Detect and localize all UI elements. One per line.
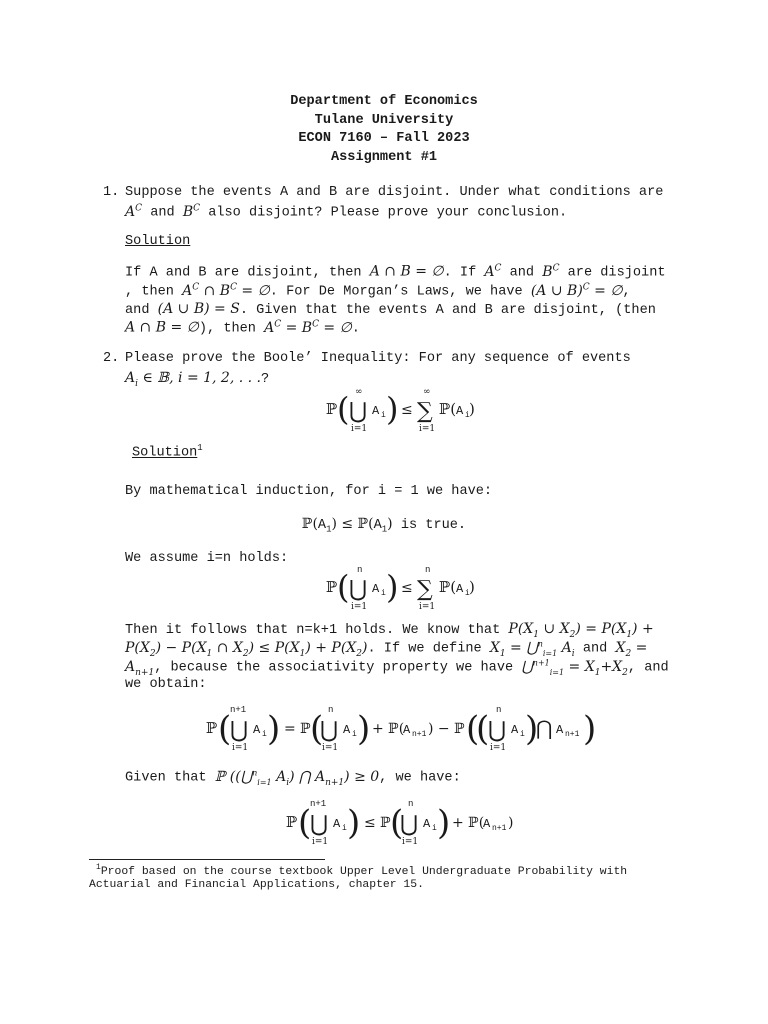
svg-text:⋃: ⋃ <box>400 812 419 837</box>
svg-text:): ) <box>583 709 597 749</box>
svg-text:⋃: ⋃ <box>310 812 329 837</box>
svg-text:⋃: ⋃ <box>230 718 249 743</box>
svg-text:i=1: i=1 <box>490 743 507 753</box>
q2-question-line1: Please prove the Boole’ Inequality: For any sequence of events <box>125 351 631 366</box>
svg-text:⋃: ⋃ <box>349 577 368 602</box>
svg-text:n+1: n+1 <box>412 730 427 739</box>
svg-text:ℙ: ℙ <box>326 578 338 596</box>
svg-text:A: A <box>403 723 411 737</box>
q1-question-line2: $A^C$ and $B^C$ also disjoint? Please prove your conclusion. <box>125 203 568 221</box>
q1-question-line1: Suppose the events A and B are disjoint. Under what conditions are <box>125 185 664 200</box>
svg-text:n: n <box>408 799 414 809</box>
svg-text:(: ( <box>476 709 490 749</box>
svg-text:+ ℙ(: + ℙ( <box>452 815 485 831</box>
svg-text:⋂: ⋂ <box>536 716 553 740</box>
q2-question-line2: $A_i$ ∈ 𝔹, i = 1, 2, . . .? <box>125 370 270 389</box>
svg-text:i: i <box>465 411 470 420</box>
then-line2: $P(X_2) - P(X_1$ ∩ $X_2) \le P(X_1) + P(X_2)$. If we define $X_1$ = ⋃$^n_{i=1}$ $A_i$ and $X_2$ = <box>125 639 648 659</box>
then-line3: $A_{n+1}$, because the associativity property we have ⋃$^{n+1}_{i=1}$ = $X_1+X_2$, and <box>125 658 669 678</box>
svg-text:): ) <box>437 803 451 843</box>
svg-text:i=1: i=1 <box>312 837 329 847</box>
svg-text:= ℙ: = ℙ <box>284 721 311 737</box>
svg-text:+ ℙ(: + ℙ( <box>372 721 405 737</box>
svg-text:(: ( <box>337 568 350 606</box>
footnote-divider <box>89 859 325 860</box>
q2-number: 2. <box>103 351 120 366</box>
footnote-line2: Actuarial and Financial Applications, chapter 15. <box>89 879 424 891</box>
assume-text: We assume i=n holds: <box>125 551 289 566</box>
q2-solution-label: Solution$^1$ <box>132 443 203 461</box>
svg-text:∞: ∞ <box>423 387 431 397</box>
svg-text:A: A <box>456 582 464 596</box>
final-inequality-equation <box>280 794 520 852</box>
svg-text:A: A <box>343 723 351 737</box>
svg-text:): ) <box>386 568 399 606</box>
q1-solution-line2: , then $A^C$ ∩ $B^C$ = ∅. For De Morgan’s Laws, we have (A ∪ B)$^C$ = ∅, <box>125 282 631 300</box>
svg-text:i=1: i=1 <box>322 743 339 753</box>
svg-text:A: A <box>483 817 491 831</box>
svg-text:n+1: n+1 <box>230 705 247 715</box>
svg-text:): ) <box>469 578 475 596</box>
svg-text:i: i <box>262 730 267 739</box>
svg-text:A: A <box>456 404 464 418</box>
svg-text:i=1: i=1 <box>351 424 368 434</box>
svg-text:n+1: n+1 <box>565 730 580 739</box>
svg-text:n: n <box>496 705 502 715</box>
svg-text:) − ℙ: ) − ℙ <box>428 721 465 737</box>
q1-solution-line3: and (A ∪ B) = S. Given that the events A and B are disjoint, (then <box>125 301 656 318</box>
svg-text:≤ ℙ: ≤ ℙ <box>364 815 391 831</box>
svg-text:⋃: ⋃ <box>320 718 339 743</box>
svg-text:i: i <box>432 824 437 833</box>
svg-text:(: ( <box>390 803 404 843</box>
svg-text:i=1: i=1 <box>232 743 249 753</box>
svg-text:A: A <box>253 723 261 737</box>
assignment-heading: Assignment #1 <box>330 150 438 165</box>
svg-text:n+1: n+1 <box>310 799 327 809</box>
svg-text:⋃: ⋃ <box>488 718 507 743</box>
svg-text:i: i <box>381 411 386 420</box>
svg-text:): ) <box>347 803 361 843</box>
boole-inequality-equation <box>320 384 480 436</box>
svg-text:i=1: i=1 <box>402 837 419 847</box>
svg-text:ℙ: ℙ <box>206 719 218 737</box>
footnote-line1: $^1$Proof based on the course textbook Upper Level Undergraduate Probability with <box>96 863 628 878</box>
then-line1: Then it follows that n=k+1 holds. We know that $P(X_1$ ∪ $X_2) = P(X_1)$ + <box>125 621 654 640</box>
obtain-text: we obtain: <box>125 677 207 692</box>
svg-text:ℙ: ℙ <box>326 400 338 418</box>
svg-text:i: i <box>342 824 347 833</box>
svg-text:A: A <box>556 723 564 737</box>
given-line: Given that ℙ ((⋃$^n_{i=1}$ $A_i$) ⋂ $A_{n+1}) \ge 0$, we have: <box>125 768 461 788</box>
induction-text: By mathematical induction, for i = 1 we have: <box>125 484 493 499</box>
svg-text:A: A <box>372 582 380 596</box>
svg-text:ℙ(: ℙ( <box>439 578 457 596</box>
svg-text:(: ( <box>298 803 312 843</box>
svg-text:(: ( <box>310 709 324 749</box>
induction-hypothesis-equation <box>320 562 480 614</box>
svg-text:): ) <box>508 815 514 831</box>
svg-text:i=1: i=1 <box>419 602 436 612</box>
svg-text:): ) <box>267 709 281 749</box>
svg-text:ℙ(: ℙ( <box>439 400 457 418</box>
svg-text:i: i <box>465 589 470 598</box>
svg-text:n: n <box>328 705 334 715</box>
q1-solution-label: Solution <box>125 234 191 249</box>
svg-text:n: n <box>425 565 431 575</box>
svg-text:(: ( <box>218 709 232 749</box>
svg-text:A: A <box>423 817 431 831</box>
svg-text:(: ( <box>466 709 480 749</box>
svg-text:A: A <box>333 817 341 831</box>
svg-text:(: ( <box>337 390 350 428</box>
q1-number: 1. <box>103 185 120 200</box>
base-case-line: $ℙ(A_1)$ ≤ $ℙ(A_1)$ is true. <box>301 516 467 535</box>
svg-text:i=1: i=1 <box>419 424 436 434</box>
footnote-marker[interactable]: 1 <box>197 443 203 453</box>
svg-text:≤: ≤ <box>401 402 413 418</box>
svg-text:i: i <box>352 730 357 739</box>
q1-solution-line1: If A and B are disjoint, then A ∩ B = ∅. If $A^C$ and $B^C$ are disjoint <box>125 263 666 281</box>
svg-text:): ) <box>525 709 539 749</box>
svg-text:≤: ≤ <box>401 580 413 596</box>
svg-text:n+1: n+1 <box>492 824 507 833</box>
university-heading: Tulane University <box>314 113 454 128</box>
svg-text:⋃: ⋃ <box>349 399 368 424</box>
svg-text:∑: ∑ <box>417 399 433 424</box>
svg-text:i=1: i=1 <box>351 602 368 612</box>
svg-text:): ) <box>469 400 475 418</box>
svg-text:i: i <box>381 589 386 598</box>
q1-solution-line4: A ∩ B = ∅), then $A^C = B^C$ = ∅. <box>125 319 360 337</box>
svg-text:A: A <box>372 404 380 418</box>
svg-text:ℙ: ℙ <box>286 813 298 831</box>
union-expansion-equation <box>200 700 600 758</box>
svg-text:∞: ∞ <box>355 387 363 397</box>
svg-text:A: A <box>511 723 519 737</box>
svg-text:∑: ∑ <box>417 577 433 602</box>
course-heading: ECON 7160 – Fall 2023 <box>298 131 470 146</box>
department-heading: Department of Economics <box>290 94 478 109</box>
svg-text:i: i <box>520 730 525 739</box>
svg-text:): ) <box>386 390 399 428</box>
svg-text:n: n <box>357 565 363 575</box>
svg-text:): ) <box>357 709 371 749</box>
